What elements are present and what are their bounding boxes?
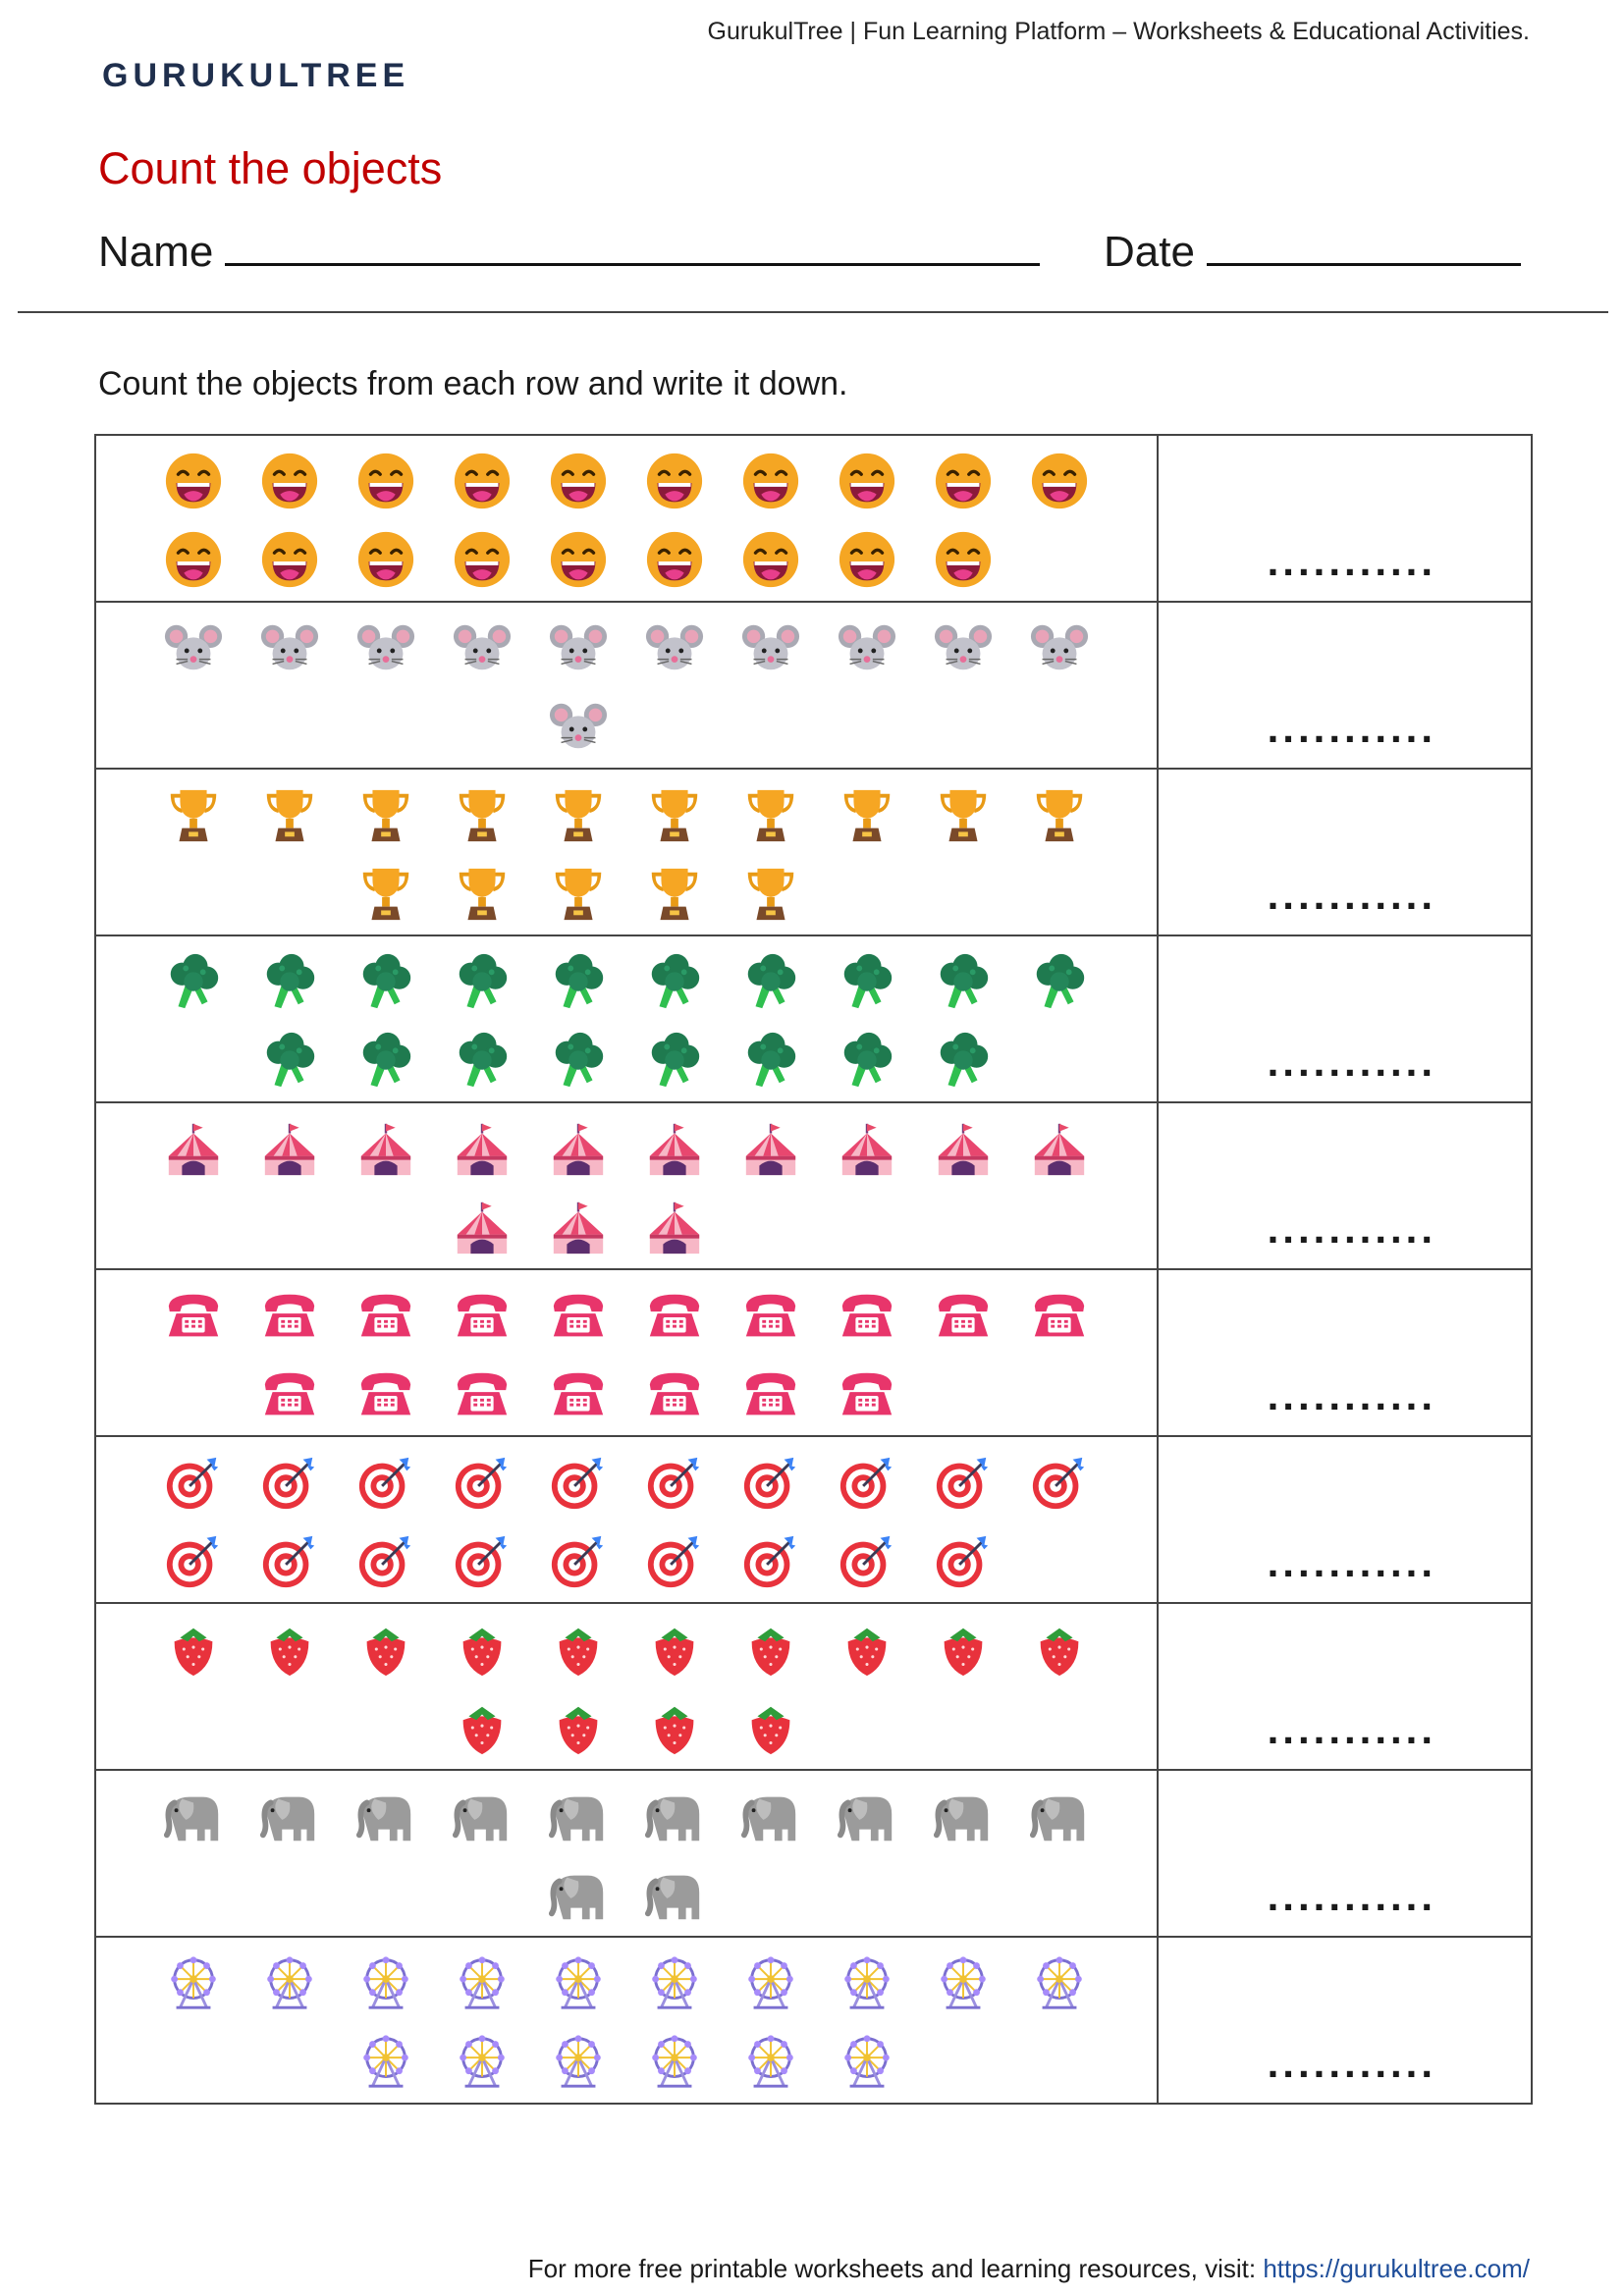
- answer-blank[interactable]: ...........: [1158, 1102, 1532, 1269]
- objects-cell: [95, 435, 1158, 602]
- elephant-icon: [242, 1785, 338, 1847]
- dart-target-icon: [626, 1529, 723, 1592]
- elephant-icon: [434, 1785, 530, 1847]
- answer-blank[interactable]: ...........: [1158, 1269, 1532, 1436]
- telephone-icon: [434, 1284, 530, 1347]
- table-row: [95, 935, 1532, 1102]
- dart-target-icon: [242, 1529, 338, 1592]
- broccoli-icon: [434, 1029, 530, 1092]
- mouse-icon: [626, 616, 723, 679]
- dart-target-icon: [242, 1451, 338, 1514]
- objects-cell: [95, 935, 1158, 1102]
- objects-cell: [95, 1436, 1158, 1603]
- mouse-icon: [242, 616, 338, 679]
- objects-grid: [96, 1771, 1157, 1936]
- table-row: [95, 435, 1532, 602]
- smiley-face-icon: [242, 528, 338, 591]
- objects-cell: [95, 1269, 1158, 1436]
- ferris-wheel-icon: [530, 1951, 626, 2014]
- objects-grid: [96, 770, 1157, 934]
- dart-target-icon: [915, 1451, 1011, 1514]
- broccoli-icon: [819, 1029, 915, 1092]
- circus-tent-icon: [242, 1117, 338, 1180]
- trophy-icon: [915, 783, 1011, 846]
- footer: [528, 2254, 1530, 2284]
- trophy-icon: [242, 783, 338, 846]
- telephone-icon: [723, 1284, 819, 1347]
- smiley-face-icon: [434, 450, 530, 512]
- brand-logo: GURUKULTREE: [102, 57, 410, 94]
- objects-grid: [96, 936, 1157, 1101]
- broccoli-icon: [915, 950, 1011, 1013]
- answer-blank[interactable]: ...........: [1158, 1603, 1532, 1770]
- broccoli-icon: [338, 1029, 434, 1092]
- name-label: Name: [98, 228, 214, 276]
- telephone-icon: [626, 1284, 723, 1347]
- trophy-icon: [434, 783, 530, 846]
- trophy-icon: [530, 783, 626, 846]
- name-field[interactable]: [98, 228, 1040, 277]
- objects-cell: [95, 1937, 1158, 2104]
- broccoli-icon: [530, 1029, 626, 1092]
- telephone-icon: [338, 1362, 434, 1425]
- header-divider: [18, 311, 1608, 313]
- elephant-icon: [915, 1785, 1011, 1847]
- ferris-wheel-icon: [434, 1951, 530, 2014]
- smiley-face-icon: [434, 528, 530, 591]
- circus-tent-icon: [1011, 1117, 1108, 1180]
- dart-target-icon: [434, 1451, 530, 1514]
- dart-target-icon: [915, 1529, 1011, 1592]
- smiley-face-icon: [1011, 450, 1108, 512]
- telephone-icon: [242, 1284, 338, 1347]
- instruction-text: Count the objects from each row and write it down.: [98, 365, 848, 402]
- telephone-icon: [434, 1362, 530, 1425]
- smiley-face-icon: [145, 528, 242, 591]
- circus-tent-icon: [434, 1196, 530, 1258]
- dart-target-icon: [723, 1451, 819, 1514]
- telephone-icon: [530, 1362, 626, 1425]
- mouse-icon: [1011, 616, 1108, 679]
- mouse-icon: [434, 616, 530, 679]
- telephone-icon: [723, 1362, 819, 1425]
- table-row: [95, 1269, 1532, 1436]
- dart-target-icon: [1011, 1451, 1108, 1514]
- objects-grid: [96, 603, 1157, 768]
- ferris-wheel-icon: [819, 1951, 915, 2014]
- trophy-icon: [626, 862, 723, 925]
- smiley-face-icon: [530, 528, 626, 591]
- smiley-face-icon: [819, 528, 915, 591]
- smiley-face-icon: [145, 450, 242, 512]
- dart-target-icon: [530, 1451, 626, 1514]
- broccoli-icon: [626, 1029, 723, 1092]
- elephant-icon: [819, 1785, 915, 1847]
- dart-target-icon: [819, 1451, 915, 1514]
- trophy-icon: [530, 862, 626, 925]
- ferris-wheel-icon: [819, 2030, 915, 2093]
- strawberry-icon: [723, 1696, 819, 1759]
- answer-blank[interactable]: ...........: [1158, 769, 1532, 935]
- strawberry-icon: [530, 1618, 626, 1681]
- circus-tent-icon: [434, 1117, 530, 1180]
- elephant-icon: [145, 1785, 242, 1847]
- dart-target-icon: [434, 1529, 530, 1592]
- elephant-icon: [530, 1785, 626, 1847]
- broccoli-icon: [145, 950, 242, 1013]
- ferris-wheel-icon: [434, 2030, 530, 2093]
- broccoli-icon: [723, 950, 819, 1013]
- strawberry-icon: [434, 1618, 530, 1681]
- answer-blank[interactable]: ...........: [1158, 1436, 1532, 1603]
- answer-blank[interactable]: ...........: [1158, 1770, 1532, 1937]
- header-tagline: GurukulTree | Fun Learning Platform – Worksheets & Educational Activities.: [707, 18, 1530, 45]
- ferris-wheel-icon: [338, 1951, 434, 2014]
- trophy-icon: [626, 783, 723, 846]
- objects-grid: [96, 1437, 1157, 1602]
- smiley-face-icon: [338, 528, 434, 591]
- ferris-wheel-icon: [723, 1951, 819, 2014]
- dart-target-icon: [145, 1529, 242, 1592]
- date-blank-line[interactable]: [1207, 230, 1521, 266]
- ferris-wheel-icon: [338, 2030, 434, 2093]
- circus-tent-icon: [530, 1196, 626, 1258]
- ferris-wheel-icon: [145, 1951, 242, 2014]
- elephant-icon: [1011, 1785, 1108, 1847]
- table-row: [95, 1436, 1532, 1603]
- broccoli-icon: [434, 950, 530, 1013]
- telephone-icon: [145, 1284, 242, 1347]
- ferris-wheel-icon: [530, 2030, 626, 2093]
- broccoli-icon: [530, 950, 626, 1013]
- strawberry-icon: [915, 1618, 1011, 1681]
- dart-target-icon: [530, 1529, 626, 1592]
- elephant-icon: [626, 1785, 723, 1847]
- smiley-face-icon: [242, 450, 338, 512]
- trophy-icon: [1011, 783, 1108, 846]
- dart-target-icon: [338, 1529, 434, 1592]
- table-row: [95, 602, 1532, 769]
- answer-blank[interactable]: ...........: [1158, 602, 1532, 769]
- circus-tent-icon: [145, 1117, 242, 1180]
- table-row: [95, 1102, 1532, 1269]
- strawberry-icon: [723, 1618, 819, 1681]
- answer-blank[interactable]: ...........: [1158, 935, 1532, 1102]
- elephant-icon: [338, 1785, 434, 1847]
- table-row: [95, 1603, 1532, 1770]
- mouse-icon: [530, 616, 626, 679]
- dart-target-icon: [819, 1529, 915, 1592]
- answer-blank[interactable]: ...........: [1158, 435, 1532, 602]
- strawberry-icon: [434, 1696, 530, 1759]
- strawberry-icon: [145, 1618, 242, 1681]
- ferris-wheel-icon: [915, 1951, 1011, 2014]
- table-row: [95, 1770, 1532, 1937]
- smiley-face-icon: [626, 450, 723, 512]
- objects-grid: [96, 1103, 1157, 1268]
- circus-tent-icon: [723, 1117, 819, 1180]
- worksheet-title: Count the objects: [98, 143, 443, 193]
- trophy-icon: [434, 862, 530, 925]
- strawberry-icon: [626, 1618, 723, 1681]
- circus-tent-icon: [915, 1117, 1011, 1180]
- broccoli-icon: [242, 950, 338, 1013]
- telephone-icon: [915, 1284, 1011, 1347]
- table-row: [95, 769, 1532, 935]
- elephant-icon: [723, 1785, 819, 1847]
- mouse-icon: [338, 616, 434, 679]
- answer-blank[interactable]: ...........: [1158, 1937, 1532, 2104]
- telephone-icon: [338, 1284, 434, 1347]
- dart-target-icon: [145, 1451, 242, 1514]
- telephone-icon: [819, 1362, 915, 1425]
- trophy-icon: [819, 783, 915, 846]
- circus-tent-icon: [530, 1117, 626, 1180]
- mouse-icon: [530, 695, 626, 758]
- circus-tent-icon: [338, 1117, 434, 1180]
- ferris-wheel-icon: [242, 1951, 338, 2014]
- smiley-face-icon: [530, 450, 626, 512]
- broccoli-icon: [242, 1029, 338, 1092]
- strawberry-icon: [1011, 1618, 1108, 1681]
- date-label: Date: [1104, 228, 1195, 276]
- ferris-wheel-icon: [723, 2030, 819, 2093]
- smiley-face-icon: [723, 450, 819, 512]
- objects-grid: [96, 436, 1157, 601]
- ferris-wheel-icon: [626, 2030, 723, 2093]
- smiley-face-icon: [915, 528, 1011, 591]
- objects-grid: [96, 1938, 1157, 2103]
- objects-cell: [95, 769, 1158, 935]
- footer-text: For more free printable worksheets and learning resources, visit:: [527, 2254, 1264, 2283]
- objects-grid: [96, 1270, 1157, 1435]
- trophy-icon: [145, 783, 242, 846]
- broccoli-icon: [1011, 950, 1108, 1013]
- telephone-icon: [626, 1362, 723, 1425]
- dart-target-icon: [723, 1529, 819, 1592]
- telephone-icon: [819, 1284, 915, 1347]
- objects-cell: [95, 1770, 1158, 1937]
- trophy-icon: [723, 783, 819, 846]
- elephant-icon: [530, 1863, 626, 1926]
- broccoli-icon: [819, 950, 915, 1013]
- trophy-icon: [723, 862, 819, 925]
- circus-tent-icon: [819, 1117, 915, 1180]
- objects-grid: [96, 1604, 1157, 1769]
- dart-target-icon: [338, 1451, 434, 1514]
- trophy-icon: [338, 783, 434, 846]
- objects-cell: [95, 602, 1158, 769]
- broccoli-icon: [723, 1029, 819, 1092]
- telephone-icon: [530, 1284, 626, 1347]
- dart-target-icon: [626, 1451, 723, 1514]
- circus-tent-icon: [626, 1117, 723, 1180]
- smiley-face-icon: [915, 450, 1011, 512]
- strawberry-icon: [819, 1618, 915, 1681]
- strawberry-icon: [530, 1696, 626, 1759]
- smiley-face-icon: [819, 450, 915, 512]
- smiley-face-icon: [338, 450, 434, 512]
- mouse-icon: [145, 616, 242, 679]
- elephant-icon: [626, 1863, 723, 1926]
- smiley-face-icon: [626, 528, 723, 591]
- footer-link[interactable]: https://gurukultree.com/: [1263, 2254, 1530, 2283]
- telephone-icon: [1011, 1284, 1108, 1347]
- broccoli-icon: [338, 950, 434, 1013]
- mouse-icon: [819, 616, 915, 679]
- broccoli-icon: [915, 1029, 1011, 1092]
- smiley-face-icon: [723, 528, 819, 591]
- mouse-icon: [723, 616, 819, 679]
- name-blank-line[interactable]: [225, 230, 1040, 266]
- broccoli-icon: [626, 950, 723, 1013]
- strawberry-icon: [338, 1618, 434, 1681]
- telephone-icon: [242, 1362, 338, 1425]
- circus-tent-icon: [626, 1196, 723, 1258]
- table-row: [95, 1937, 1532, 2104]
- trophy-icon: [338, 862, 434, 925]
- mouse-icon: [915, 616, 1011, 679]
- date-field[interactable]: [1104, 228, 1521, 277]
- ferris-wheel-icon: [1011, 1951, 1108, 2014]
- strawberry-icon: [242, 1618, 338, 1681]
- objects-cell: [95, 1102, 1158, 1269]
- objects-cell: [95, 1603, 1158, 1770]
- ferris-wheel-icon: [626, 1951, 723, 2014]
- counting-table: [94, 434, 1533, 2105]
- strawberry-icon: [626, 1696, 723, 1759]
